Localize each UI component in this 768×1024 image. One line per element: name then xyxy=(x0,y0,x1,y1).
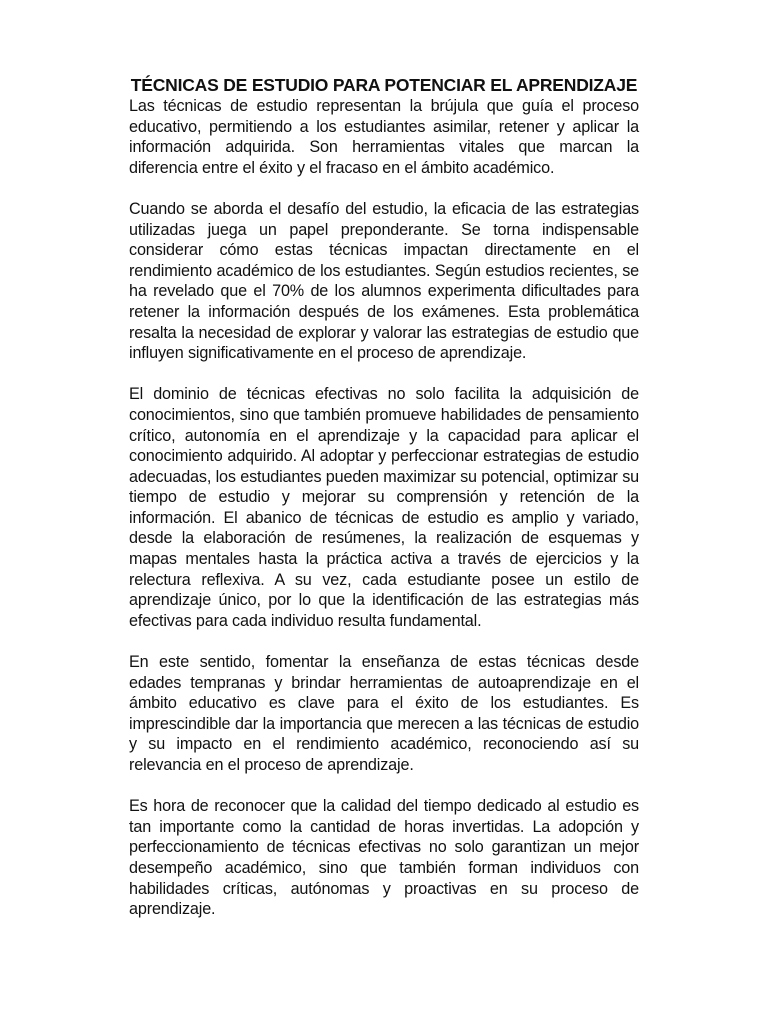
paragraph-4: En este sentido, fomentar la enseñanza de estas técnicas desde edades tempranas y brindar herramientas de autoaprendizaje en el ámbito educativo es clave para el éxito de los estudiantes. Es imprescindible dar la importancia que merecen a las técnicas de estudio y su impacto en el rendimiento académico, reconociendo así su relevancia en el proceso de aprendizaje. xyxy=(129,653,639,774)
paragraph-5: Es hora de reconocer que la calidad del tiempo dedicado al estudio es tan importante como la cantidad de horas invertidas. La adopción y perfeccionamiento de técnicas efectivas no solo garantizan un mejor desempeño académico, sino que también forman individuos con habilidades críticas, autónomas y proactivas en su proceso de aprendizaje. xyxy=(129,797,639,919)
paragraph-2: Cuando se aborda el desafío del estudio, la eficacia de las estrategias utilizadas juega un papel preponderante. Se torna indispensable considerar cómo estas técnicas impactan directamente en el rendimiento académico de los estudiantes. Según estudios recientes, se ha revelado que el 70% de los alumnos experimenta dificultades para retener la información después de los exámenes. Esta problemática resalta la necesidad de explorar y valorar las estrategias de estudio que influyen significativamente en el proceso de aprendizaje. xyxy=(129,199,639,363)
paragraph-3: El dominio de técnicas efectivas no solo facilita la adquisición de conocimientos, sino que también promueve habilidades de pensamiento crítico, autonomía en el aprendizaje y la capacidad para aplicar el conocimiento adquirido. Al adoptar y perfeccionar estrategias de estudio adecuadas, los estudiantes pueden maximizar su potencial, optimizar su tiempo de estudio y mejorar su comprensión y retención de la información. El abanico de técnicas de estudio es amplio y variado, desde la elaboración de resúmenes, la realización de esquemas y mapas mentales hasta la práctica activa a través de ejercicios y la relectura reflexiva. A su vez, cada estudiante posee un estilo de aprendizaje único, por lo que la identificación de las estrategias más efectivas para cada individuo resulta fundamental. xyxy=(129,385,639,630)
paragraph-1: Las técnicas de estudio representan la brújula que guía el proceso educativo, permitiendo a los estudiantes asimilar, retener y aplicar la información adquirida. Son herramientas vitales que marcan la diferencia entre el éxito y el fracaso en el ámbito académico. xyxy=(129,97,639,177)
document-body xyxy=(129,96,639,920)
document-title: TÉCNICAS DE ESTUDIO PARA POTENCIAR EL APRENDIZAJE xyxy=(130,75,638,95)
